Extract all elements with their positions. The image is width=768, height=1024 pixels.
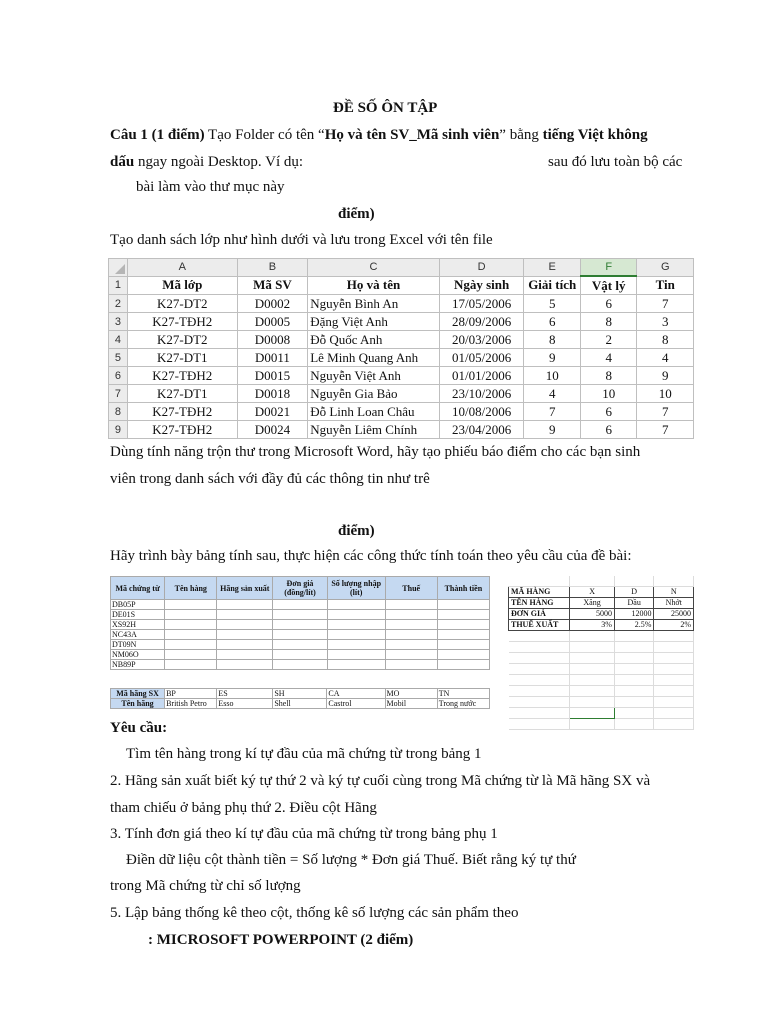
cell[interactable]: K27-TĐH2 [127, 367, 237, 385]
requirement-item: 5. Lập bảng thống kê theo cột, thống kê số lượng các sản phẩm theo [110, 905, 519, 921]
aux2-cell[interactable]: Castrol [327, 699, 385, 709]
cell[interactable] [437, 650, 489, 660]
cell[interactable] [570, 686, 615, 697]
cell[interactable]: 23/04/2006 [439, 421, 524, 439]
requirement-item: 3. Tính đơn giá theo kí tự đầu của mã chứng từ trong bảng phụ 1 [110, 826, 498, 842]
cell[interactable] [165, 630, 217, 640]
aux1-label: THUẾ XUẤT [509, 620, 570, 631]
cell[interactable]: 9 [524, 421, 581, 439]
cell[interactable]: Đỗ Quốc Anh [308, 331, 440, 349]
header-cell[interactable]: Mã chứng từ [111, 577, 165, 600]
cell[interactable] [273, 660, 327, 670]
header-cell[interactable]: Thuế [385, 577, 437, 600]
header-cell[interactable]: Ngày sinh [439, 276, 524, 295]
cell[interactable] [273, 650, 327, 660]
col-letter[interactable]: E [524, 259, 581, 277]
cell[interactable] [570, 576, 615, 587]
cell[interactable] [614, 664, 654, 675]
aux-table-2 [110, 688, 490, 709]
cell[interactable]: 01/05/2006 [439, 349, 524, 367]
cell[interactable] [385, 600, 437, 610]
blank-row [509, 719, 694, 730]
table-row [111, 650, 490, 660]
aux1-row [509, 620, 694, 631]
cell[interactable] [165, 640, 217, 650]
aux2-cell[interactable]: Mobil [385, 699, 437, 709]
aux1-cell[interactable]: 3% [570, 620, 615, 631]
requirement-item: trong Mã chứng từ chỉ số lượng [110, 878, 301, 894]
header-cell[interactable]: Đơn giá (đồng/lít) [273, 577, 327, 600]
cell[interactable]: 8 [580, 367, 636, 385]
document-title: ĐỀ SỐ ÔN TẬP [333, 100, 438, 116]
table-row [109, 421, 694, 439]
cell[interactable]: 20/03/2006 [439, 331, 524, 349]
cell[interactable] [570, 675, 615, 686]
row-number[interactable]: 7 [109, 385, 128, 403]
cell[interactable]: 5 [524, 295, 581, 313]
cell[interactable]: 8 [637, 331, 694, 349]
cell[interactable]: D0018 [237, 385, 308, 403]
cell[interactable] [654, 642, 694, 653]
cell[interactable] [509, 576, 570, 587]
requirement-item: 2. Hãng sản xuất biết ký tự thứ 2 và ký tự cuối cùng trong Mã chứng từ là Mã hãng SX và [110, 773, 651, 789]
cell[interactable]: 9 [524, 349, 581, 367]
cell[interactable] [570, 631, 615, 642]
blank-row [509, 576, 694, 587]
cell[interactable]: 8 [580, 313, 636, 331]
cell[interactable] [437, 660, 489, 670]
cell[interactable] [509, 631, 570, 642]
cell[interactable] [509, 664, 570, 675]
cell[interactable]: K27-DT2 [127, 331, 237, 349]
table-row [109, 367, 694, 385]
cell[interactable]: Đỗ Linh Loan Châu [308, 403, 440, 421]
header-row [109, 276, 694, 295]
cell[interactable]: 23/10/2006 [439, 385, 524, 403]
code-cell[interactable]: NM06O [111, 650, 165, 660]
cell[interactable] [327, 660, 385, 670]
cell[interactable]: 4 [637, 349, 694, 367]
header-cell[interactable]: Tên hàng [165, 577, 217, 600]
main-table-header [111, 577, 490, 600]
cell[interactable] [654, 686, 694, 697]
cell[interactable] [437, 630, 489, 640]
blank-row [509, 664, 694, 675]
code-cell[interactable]: NB89P [111, 660, 165, 670]
cell[interactable] [273, 600, 327, 610]
aux2-cell[interactable]: Trong nước [437, 699, 489, 709]
header-cell[interactable]: Mã lớp [127, 276, 237, 295]
table-row [109, 349, 694, 367]
table-row [109, 295, 694, 313]
aux1-cell[interactable]: 2.5% [614, 620, 654, 631]
blank-row [509, 697, 694, 708]
cell[interactable] [217, 640, 273, 650]
header-cell[interactable]: Mã SV [237, 276, 308, 295]
cell[interactable]: 7 [637, 421, 694, 439]
cell[interactable] [614, 697, 654, 708]
aux1-cell[interactable]: N [654, 587, 694, 598]
code-cell[interactable]: DE01S [111, 610, 165, 620]
blank-row [509, 642, 694, 653]
header-cell[interactable]: Hãng sản xuất [217, 577, 273, 600]
aux2-label: Mã hãng SX [111, 689, 165, 699]
cell[interactable] [654, 653, 694, 664]
blank-row [509, 686, 694, 697]
col-letter[interactable]: D [439, 259, 524, 277]
code-cell[interactable]: NC43A [111, 630, 165, 640]
cell[interactable]: D0008 [237, 331, 308, 349]
col-letter[interactable]: B [237, 259, 308, 277]
cell[interactable]: D0002 [237, 295, 308, 313]
aux1-cell[interactable]: 5000 [570, 609, 615, 620]
header-cell[interactable]: Tin [637, 276, 694, 295]
cell[interactable] [165, 660, 217, 670]
aux2-cell[interactable]: Shell [273, 699, 327, 709]
aux1-label: ĐƠN GIÁ [509, 609, 570, 620]
cell[interactable] [654, 631, 694, 642]
question-2-after-1: Dùng tính năng trộn thư trong Microsoft Word, hãy tạo phiếu báo điểm cho các bạn sinh [110, 444, 641, 460]
question-1-line-2-right: sau đó lưu toàn bộ các [548, 154, 683, 170]
table-row [111, 610, 490, 620]
aux2-row-code [111, 689, 490, 699]
aux1-cell[interactable]: Dầu [614, 598, 654, 609]
cell[interactable]: 3 [637, 313, 694, 331]
cell[interactable] [654, 719, 694, 730]
q1-bold-tail: tiếng Việt không [542, 127, 648, 143]
cell[interactable] [614, 675, 654, 686]
cell[interactable]: D0024 [237, 421, 308, 439]
cell[interactable]: Lê Minh Quang Anh [308, 349, 440, 367]
requirement-item: Điền dữ liệu cột thành tiền = Số lượng * Đơn giá Thuế. Biết rằng ký tự thứ [126, 852, 576, 868]
table-row [109, 331, 694, 349]
cell[interactable] [437, 600, 489, 610]
cell[interactable] [654, 675, 694, 686]
cell[interactable] [437, 640, 489, 650]
header-cell[interactable]: Giải tích [524, 276, 581, 295]
question-3-intro: Hãy trình bày bảng tính sau, thực hiện các công thức tính toán theo yêu cầu của đề bài: [110, 548, 632, 564]
cell[interactable] [614, 708, 654, 719]
select-all-corner[interactable] [109, 259, 128, 277]
cell[interactable]: 10 [580, 385, 636, 403]
cell[interactable] [327, 620, 385, 630]
cell[interactable] [217, 660, 273, 670]
code-cell[interactable]: DT09N [111, 640, 165, 650]
cell[interactable]: 6 [524, 313, 581, 331]
cell[interactable]: 7 [637, 295, 694, 313]
cell[interactable] [327, 650, 385, 660]
cell[interactable]: Đặng Việt Anh [308, 313, 440, 331]
cell[interactable] [654, 664, 694, 675]
cell[interactable] [614, 631, 654, 642]
cell[interactable] [654, 576, 694, 587]
cell[interactable] [165, 620, 217, 630]
cell[interactable]: K27-DT1 [127, 349, 237, 367]
aux1-row [509, 598, 694, 609]
cell[interactable]: Nguyễn Liêm Chính [308, 421, 440, 439]
cell[interactable]: D0005 [237, 313, 308, 331]
cell[interactable] [273, 620, 327, 630]
question-1-line-1 [110, 127, 648, 144]
table-row [111, 660, 490, 670]
cell[interactable] [509, 708, 570, 719]
requirements-title: Yêu cầu: [110, 720, 168, 736]
table-row [111, 640, 490, 650]
cell[interactable] [327, 630, 385, 640]
cell[interactable] [165, 600, 217, 610]
cell[interactable]: D0021 [237, 403, 308, 421]
cell[interactable]: 01/01/2006 [439, 367, 524, 385]
col-letter[interactable]: G [637, 259, 694, 277]
cell[interactable] [570, 642, 615, 653]
aux2-cell[interactable]: SH [273, 689, 327, 699]
cell[interactable] [385, 650, 437, 660]
cell[interactable]: 6 [580, 421, 636, 439]
aux1-cell[interactable]: Xăng [570, 598, 615, 609]
cell[interactable] [273, 640, 327, 650]
table-row [111, 600, 490, 610]
cell[interactable] [327, 640, 385, 650]
cell[interactable] [385, 610, 437, 620]
question-1-line-2 [110, 154, 303, 171]
main-data-table [110, 576, 490, 670]
cell[interactable] [509, 675, 570, 686]
aux1-cell[interactable]: 12000 [614, 609, 654, 620]
cell[interactable] [273, 630, 327, 640]
header-cell[interactable]: Thành tiền [437, 577, 489, 600]
cell[interactable]: Nguyễn Bình An [308, 295, 440, 313]
cell[interactable] [570, 719, 615, 730]
row-number[interactable]: 2 [109, 295, 128, 313]
col-letter[interactable]: C [308, 259, 440, 277]
cell[interactable] [509, 719, 570, 730]
cell[interactable]: 28/09/2006 [439, 313, 524, 331]
row-number[interactable]: 1 [109, 276, 128, 295]
col-letter-selected[interactable]: F [580, 259, 636, 277]
table-row [109, 313, 694, 331]
cell[interactable] [614, 686, 654, 697]
cell[interactable]: 8 [524, 331, 581, 349]
table-row [109, 385, 694, 403]
col-letter[interactable]: A [127, 259, 237, 277]
question-1-line-3: bài làm vào thư mục này [136, 179, 285, 195]
cell[interactable] [654, 697, 694, 708]
cell[interactable]: Nguyễn Gia Bảo [308, 385, 440, 403]
aux1-row [509, 609, 694, 620]
aux2-cell[interactable]: ES [217, 689, 273, 699]
selected-cell[interactable] [570, 708, 615, 719]
cell[interactable] [217, 600, 273, 610]
cell[interactable] [509, 642, 570, 653]
cell[interactable] [509, 697, 570, 708]
blank-row [509, 675, 694, 686]
aux1-cell[interactable]: D [614, 587, 654, 598]
requirement-item: tham chiếu ở bảng phụ thứ 2. Điều cột Hãng [110, 800, 377, 816]
excel-student-sheet [108, 258, 694, 439]
row-number[interactable]: 9 [109, 421, 128, 439]
cell[interactable]: 7 [524, 403, 581, 421]
cell[interactable] [385, 630, 437, 640]
question-2-intro: Tạo danh sách lớp như hình dưới và lưu trong Excel với tên file [110, 232, 493, 248]
blank-row [509, 653, 694, 664]
cell[interactable]: K27-DT2 [127, 295, 237, 313]
cell[interactable]: 4 [580, 349, 636, 367]
header-cell[interactable]: Vật lý [580, 276, 636, 295]
cell[interactable] [614, 719, 654, 730]
cell[interactable]: K27-TĐH2 [127, 421, 237, 439]
cell[interactable]: 6 [580, 403, 636, 421]
aux2-cell[interactable]: Esso [217, 699, 273, 709]
cell[interactable] [217, 630, 273, 640]
requirement-item: Tìm tên hàng trong kí tự đầu của mã chứng từ trong bảng 1 [126, 746, 482, 762]
row-number[interactable]: 3 [109, 313, 128, 331]
aux1-cell[interactable]: 25000 [654, 609, 694, 620]
cell[interactable] [273, 610, 327, 620]
q1-text-a: Tạo Folder có tên “ [204, 127, 325, 143]
cell[interactable] [327, 600, 385, 610]
cell[interactable] [327, 610, 385, 620]
aux1-label: MÃ HÀNG [509, 587, 570, 598]
code-cell[interactable]: XS92H [111, 620, 165, 630]
cell[interactable] [217, 650, 273, 660]
cell[interactable] [614, 653, 654, 664]
header-cell[interactable]: Họ và tên [308, 276, 440, 295]
blank-row [509, 708, 694, 719]
cell[interactable] [217, 620, 273, 630]
cell[interactable] [614, 642, 654, 653]
row-number[interactable]: 4 [109, 331, 128, 349]
folder-name: Họ và tên SV_Mã sinh viên [324, 127, 500, 143]
aux2-label: Tên hãng [111, 699, 165, 709]
aux2-row-name [111, 699, 490, 709]
aux1-cell[interactable]: X [570, 587, 615, 598]
cell[interactable]: 6 [580, 295, 636, 313]
cell[interactable]: 2 [580, 331, 636, 349]
row-number[interactable]: 6 [109, 367, 128, 385]
aux2-cell[interactable]: British Petro [165, 699, 217, 709]
cell[interactable]: Nguyễn Việt Anh [308, 367, 440, 385]
aux2-cell[interactable]: BP [165, 689, 217, 699]
blank-row [509, 631, 694, 642]
aux-table-1 [508, 576, 694, 730]
cell[interactable]: 10 [637, 385, 694, 403]
header-cell[interactable]: Số lượng nhập (lít) [327, 577, 385, 600]
table-row [109, 403, 694, 421]
cell[interactable] [165, 610, 217, 620]
q1-text-b: ” bằng [499, 127, 543, 143]
question-2-after-2: viên trong danh sách với đầy đủ các thông tin như trê [110, 471, 430, 487]
cell[interactable]: D0015 [237, 367, 308, 385]
cell[interactable] [437, 620, 489, 630]
aux2-cell[interactable]: TN [437, 689, 489, 699]
cell[interactable] [385, 620, 437, 630]
cell[interactable]: 9 [637, 367, 694, 385]
cell[interactable] [614, 576, 654, 587]
cell[interactable]: 7 [637, 403, 694, 421]
cell[interactable]: 10/08/2006 [439, 403, 524, 421]
cell[interactable] [509, 653, 570, 664]
cell[interactable] [570, 697, 615, 708]
cell[interactable]: K27-TĐH2 [127, 313, 237, 331]
cell[interactable] [654, 708, 694, 719]
cell[interactable] [385, 660, 437, 670]
q1-line2-text: ngay ngoài Desktop. Ví dụ: [134, 154, 304, 170]
table-row [111, 630, 490, 640]
question-2-heading: điểm) [338, 206, 375, 222]
question-1-label: Câu 1 (1 điểm) [110, 127, 205, 143]
cell[interactable] [509, 686, 570, 697]
column-letter-row [109, 259, 694, 277]
cell[interactable]: 4 [524, 385, 581, 403]
cell[interactable] [570, 664, 615, 675]
aux2-cell[interactable]: MO [385, 689, 437, 699]
q1-line2-bold: dấu [110, 154, 135, 170]
cell[interactable] [385, 640, 437, 650]
aux2-cell[interactable]: CA [327, 689, 385, 699]
cell[interactable]: K27-TĐH2 [127, 403, 237, 421]
aux1-label: TÊN HÀNG [509, 598, 570, 609]
aux1-cell[interactable]: 2% [654, 620, 694, 631]
cell[interactable]: 17/05/2006 [439, 295, 524, 313]
cell[interactable]: K27-DT1 [127, 385, 237, 403]
cell[interactable]: 10 [524, 367, 581, 385]
row-number[interactable]: 5 [109, 349, 128, 367]
question-4-heading: : MICROSOFT POWERPOINT (2 điểm) [148, 932, 414, 948]
cell[interactable] [165, 650, 217, 660]
cell[interactable] [437, 610, 489, 620]
aux1-row [509, 587, 694, 598]
aux1-cell[interactable]: Nhớt [654, 598, 694, 609]
code-cell[interactable]: DB05P [111, 600, 165, 610]
cell[interactable]: D0011 [237, 349, 308, 367]
question-3-heading: điểm) [338, 523, 375, 539]
row-number[interactable]: 8 [109, 403, 128, 421]
cell[interactable] [570, 653, 615, 664]
corner-triangle-icon [115, 264, 125, 274]
cell[interactable] [217, 610, 273, 620]
table-row [111, 620, 490, 630]
